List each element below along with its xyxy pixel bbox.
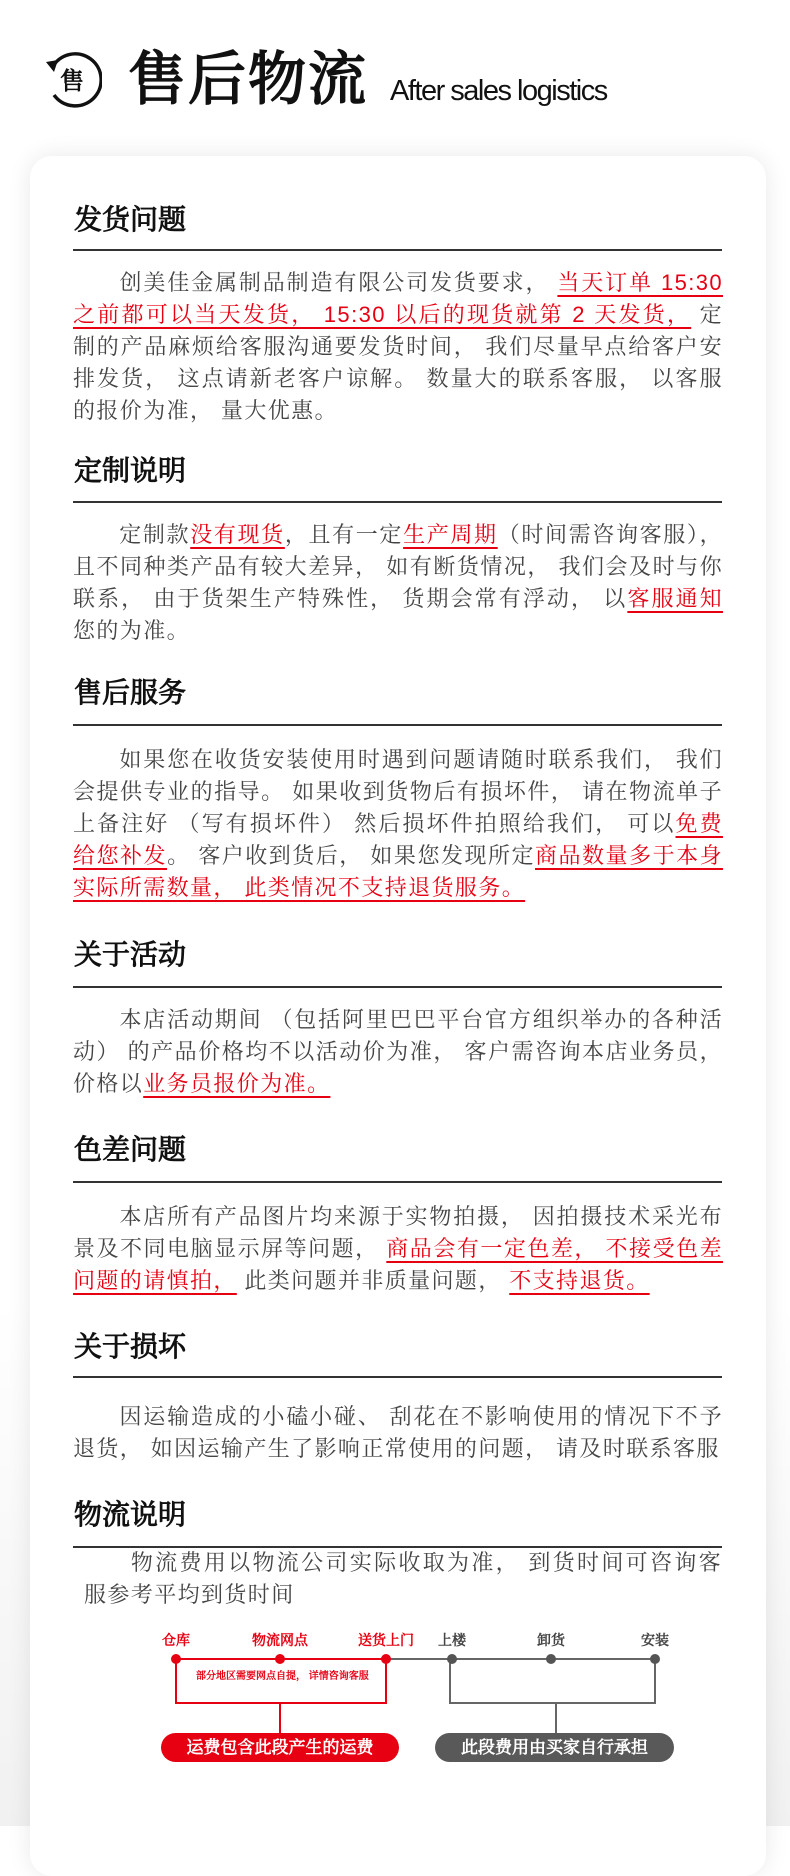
highlighted-text: 业务员报价为准。 [143, 1071, 331, 1096]
stop-label: 物流网点 [252, 1632, 308, 1648]
highlighted-text: 免费给您补发 [73, 811, 723, 868]
section-divider [73, 501, 722, 503]
stop-dot [381, 1654, 391, 1664]
text-segment: （时间需咨询客服），且不同种类产品有较大差异， 如有断货情况， 我们会及时与你联系， 由于货架生产特殊性， 货期会常有浮动， 以 [73, 522, 723, 611]
stop-label: 仓库 [162, 1632, 190, 1648]
stop-dot [650, 1654, 660, 1664]
highlighted-text: 商品会有一定色差， 不接受色差问题的请慎拍， [73, 1236, 723, 1293]
page-subtitle: After sales logistics [390, 75, 607, 107]
stop-label: 上楼 [438, 1632, 466, 1648]
section-heading: 售后服务 [74, 677, 187, 708]
section-heading: 物流说明 [74, 1499, 187, 1530]
text-segment: 此类问题并非质量问题， [236, 1268, 510, 1293]
logistics-diagram [0, 1620, 790, 1780]
highlighted-text: 生产周期 [403, 522, 498, 547]
text-segment: 物流费用以物流公司实际收取为准， 到货时间可咨询客服参考平均到货时间 [84, 1550, 722, 1607]
pickup-note: 部分地区需要网点自提， 详情咨询客服 [196, 1671, 369, 1682]
stop-label: 卸货 [537, 1632, 565, 1648]
buyer-paid-pill: 此段费用由买家自行承担 [435, 1733, 674, 1762]
section-paragraph [73, 1201, 723, 1297]
page-title: 售后物流 [128, 47, 369, 112]
svg-text:售: 售 [60, 67, 84, 95]
freight-included-pill: 运费包含此段产生的运费 [161, 1733, 399, 1762]
highlighted-text: 没有现货 [190, 522, 285, 547]
section-paragraph [73, 1004, 723, 1100]
section-divider [73, 249, 722, 251]
text-segment: 因运输造成的小磕小碰、 刮花在不影响使用的情况下不予退货， 如因运输产生了影响正常使用的问题， 请及时联系客服 [73, 1404, 723, 1461]
text-segment: 。 客户收到货后， 如果您发现所定 [167, 843, 536, 868]
section-heading: 发货问题 [74, 204, 187, 235]
after-sales-cycle-icon [42, 50, 102, 110]
text-segment: 本店活动期间 （包括阿里巴巴平台官方组织举办的各种活动） 的产品价格均不以活动价为准， 客户需咨询本店业务员，价格以 [73, 1007, 723, 1096]
text-segment: 您的为准。 [73, 618, 191, 643]
section-heading: 关于活动 [74, 939, 187, 970]
section-heading: 定制说明 [74, 455, 187, 486]
highlighted-text: 不支持退货。 [509, 1268, 650, 1293]
stop-dot [447, 1654, 457, 1664]
text-segment: ，且有一定 [284, 522, 404, 547]
section-heading: 色差问题 [74, 1134, 187, 1165]
stop-dot [171, 1654, 181, 1664]
section-paragraph [73, 744, 723, 904]
section-divider [73, 724, 722, 726]
text-segment: 定制的产品麻烦给客服沟通要发货时间， 我们尽量早点给客户安排发货， 这点请新老客户谅解。 数量大的联系客服， 以客服的报价为准， 量大优惠。 [73, 302, 723, 423]
section-divider [73, 1181, 722, 1183]
stop-dot [275, 1654, 285, 1664]
section-paragraph [84, 1547, 722, 1611]
section-divider [73, 986, 722, 988]
highlighted-text: 当天订单 15:30 之前都可以当天发货， 15:30 以后的现货就第 2 天发货， [73, 270, 723, 327]
section-paragraph [73, 519, 723, 647]
highlighted-text: 客服通知 [627, 586, 724, 611]
stop-label: 安装 [641, 1632, 669, 1648]
stop-dot [546, 1654, 556, 1664]
text-segment: 本店所有产品图片均来源于实物拍摄， 因拍摄技术采光布景及不同电脑显示屏等问题， [73, 1204, 723, 1261]
stop-label: 送货上门 [358, 1632, 414, 1648]
text-segment: 如果您在收货安装使用时遇到问题请随时联系我们， 我们会提供专业的指导。 如果收到货物后有损坏件， 请在物流单子上备注好 （写有损坏件） 然后损坏件拍照给我们， 可以 [73, 747, 723, 836]
section-heading: 关于损坏 [74, 1331, 187, 1362]
highlighted-text: 商品数量多于本身实际所需数量， 此类情况不支持退货服务。 [73, 843, 724, 900]
section-paragraph [73, 1401, 723, 1465]
section-paragraph [73, 267, 723, 427]
section-divider [73, 1376, 722, 1378]
text-segment: 定制款 [119, 522, 191, 547]
text-segment: 创美佳金属制品制造有限公司发货要求， [119, 270, 558, 295]
